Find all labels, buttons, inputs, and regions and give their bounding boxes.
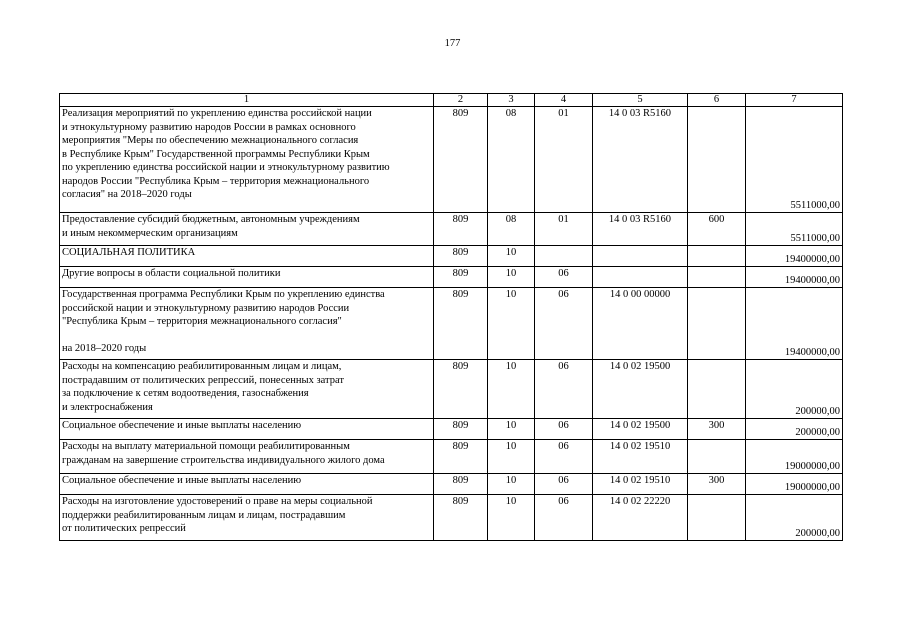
table-row [60,474,843,495]
column-header: 2 [434,94,488,107]
cell-amount: 5511000,00 [746,213,843,246]
cell-target-article: 14 0 02 19500 [593,419,688,440]
cell-amount: 19400000,00 [746,267,843,288]
cell-section: 10 [488,288,535,360]
table-row [60,213,843,246]
table-row [60,419,843,440]
cell-amount: 19400000,00 [746,288,843,360]
cell-ministry-code: 809 [434,495,488,541]
cell-section: 10 [488,267,535,288]
table-row [60,267,843,288]
cell-amount: 19400000,00 [746,246,843,267]
cell-description: Государственная программа Республики Крым по укреплению единства российской нации и этнокультурному развитию народов России "Республика Крым – территория межнационального согласия" на 2018–2020 годы [60,288,434,360]
cell-section: 08 [488,213,535,246]
cell-description: Расходы на изготовление удостоверений о праве на меры социальной поддержки реабилитированным лицам и лицам, пострадавшим от политических репрессий [60,495,434,541]
table-row [60,495,843,541]
cell-subsection [535,246,593,267]
cell-subsection: 01 [535,213,593,246]
cell-description: Расходы на выплату материальной помощи реабилитированным гражданам на завершение строительства индивидуального жилого дома [60,440,434,474]
cell-expense-type [688,267,746,288]
cell-description: Социальное обеспечение и иные выплаты населению [60,419,434,440]
cell-ministry-code: 809 [434,267,488,288]
cell-expense-type: 600 [688,213,746,246]
cell-amount: 200000,00 [746,360,843,419]
cell-expense-type: 300 [688,474,746,495]
table-row [60,440,843,474]
budget-table [59,93,843,541]
cell-section: 10 [488,419,535,440]
cell-subsection: 06 [535,360,593,419]
table-row [60,288,843,360]
cell-target-article: 14 0 03 R5160 [593,107,688,213]
cell-subsection: 06 [535,474,593,495]
cell-target-article: 14 0 02 19500 [593,360,688,419]
cell-expense-type [688,246,746,267]
column-header: 1 [60,94,434,107]
cell-target-article [593,267,688,288]
cell-subsection: 06 [535,495,593,541]
cell-target-article: 14 0 02 22220 [593,495,688,541]
cell-description: Другие вопросы в области социальной политики [60,267,434,288]
cell-expense-type [688,360,746,419]
column-header: 5 [593,94,688,107]
cell-description: Предоставление субсидий бюджетным, автономным учреждениям и иным некоммерческим организациям [60,213,434,246]
cell-description: Реализация мероприятий по укреплению единства российской нации и этнокультурному развитию народов России в рамках основного мероприятия "Меры по обеспечению межнационального согласия в Республике Крым" Государственной программы Республики Крым по укреплению единства российской нации и этнокультурному развитию народов России "Республика Крым – территория межнационального согласия" на 2018–2020 годы [60,107,434,213]
cell-expense-type [688,440,746,474]
cell-section: 10 [488,360,535,419]
cell-target-article: 14 0 00 00000 [593,288,688,360]
cell-target-article: 14 0 03 R5160 [593,213,688,246]
cell-amount: 5511000,00 [746,107,843,213]
cell-section: 10 [488,440,535,474]
cell-target-article: 14 0 02 19510 [593,440,688,474]
cell-section: 10 [488,495,535,541]
cell-expense-type [688,288,746,360]
cell-ministry-code: 809 [434,246,488,267]
cell-expense-type [688,107,746,213]
cell-section: 10 [488,246,535,267]
cell-target-article: 14 0 02 19510 [593,474,688,495]
cell-section: 10 [488,474,535,495]
cell-ministry-code: 809 [434,440,488,474]
cell-expense-type [688,495,746,541]
column-header: 4 [535,94,593,107]
cell-amount: 19000000,00 [746,474,843,495]
cell-expense-type: 300 [688,419,746,440]
cell-ministry-code: 809 [434,213,488,246]
cell-amount: 200000,00 [746,495,843,541]
page-number: 177 [444,38,461,49]
table-header-row [60,94,843,107]
table-row [60,246,843,267]
cell-description: Расходы на компенсацию реабилитированным лицам и лицам, пострадавшим от политических репрессий, понесенных затрат за подключение к сетям водоотведения, газоснабжения и электроснабжения [60,360,434,419]
cell-ministry-code: 809 [434,474,488,495]
column-header: 6 [688,94,746,107]
cell-subsection: 06 [535,267,593,288]
cell-ministry-code: 809 [434,419,488,440]
cell-amount: 19000000,00 [746,440,843,474]
cell-subsection: 06 [535,440,593,474]
cell-description: СОЦИАЛЬНАЯ ПОЛИТИКА [60,246,434,267]
cell-amount: 200000,00 [746,419,843,440]
table-row [60,107,843,213]
cell-subsection: 06 [535,288,593,360]
cell-subsection: 01 [535,107,593,213]
cell-subsection: 06 [535,419,593,440]
cell-ministry-code: 809 [434,288,488,360]
table-row [60,360,843,419]
cell-description: Социальное обеспечение и иные выплаты населению [60,474,434,495]
cell-ministry-code: 809 [434,107,488,213]
column-header: 7 [746,94,843,107]
cell-ministry-code: 809 [434,360,488,419]
column-header: 3 [488,94,535,107]
cell-target-article [593,246,688,267]
cell-section: 08 [488,107,535,213]
